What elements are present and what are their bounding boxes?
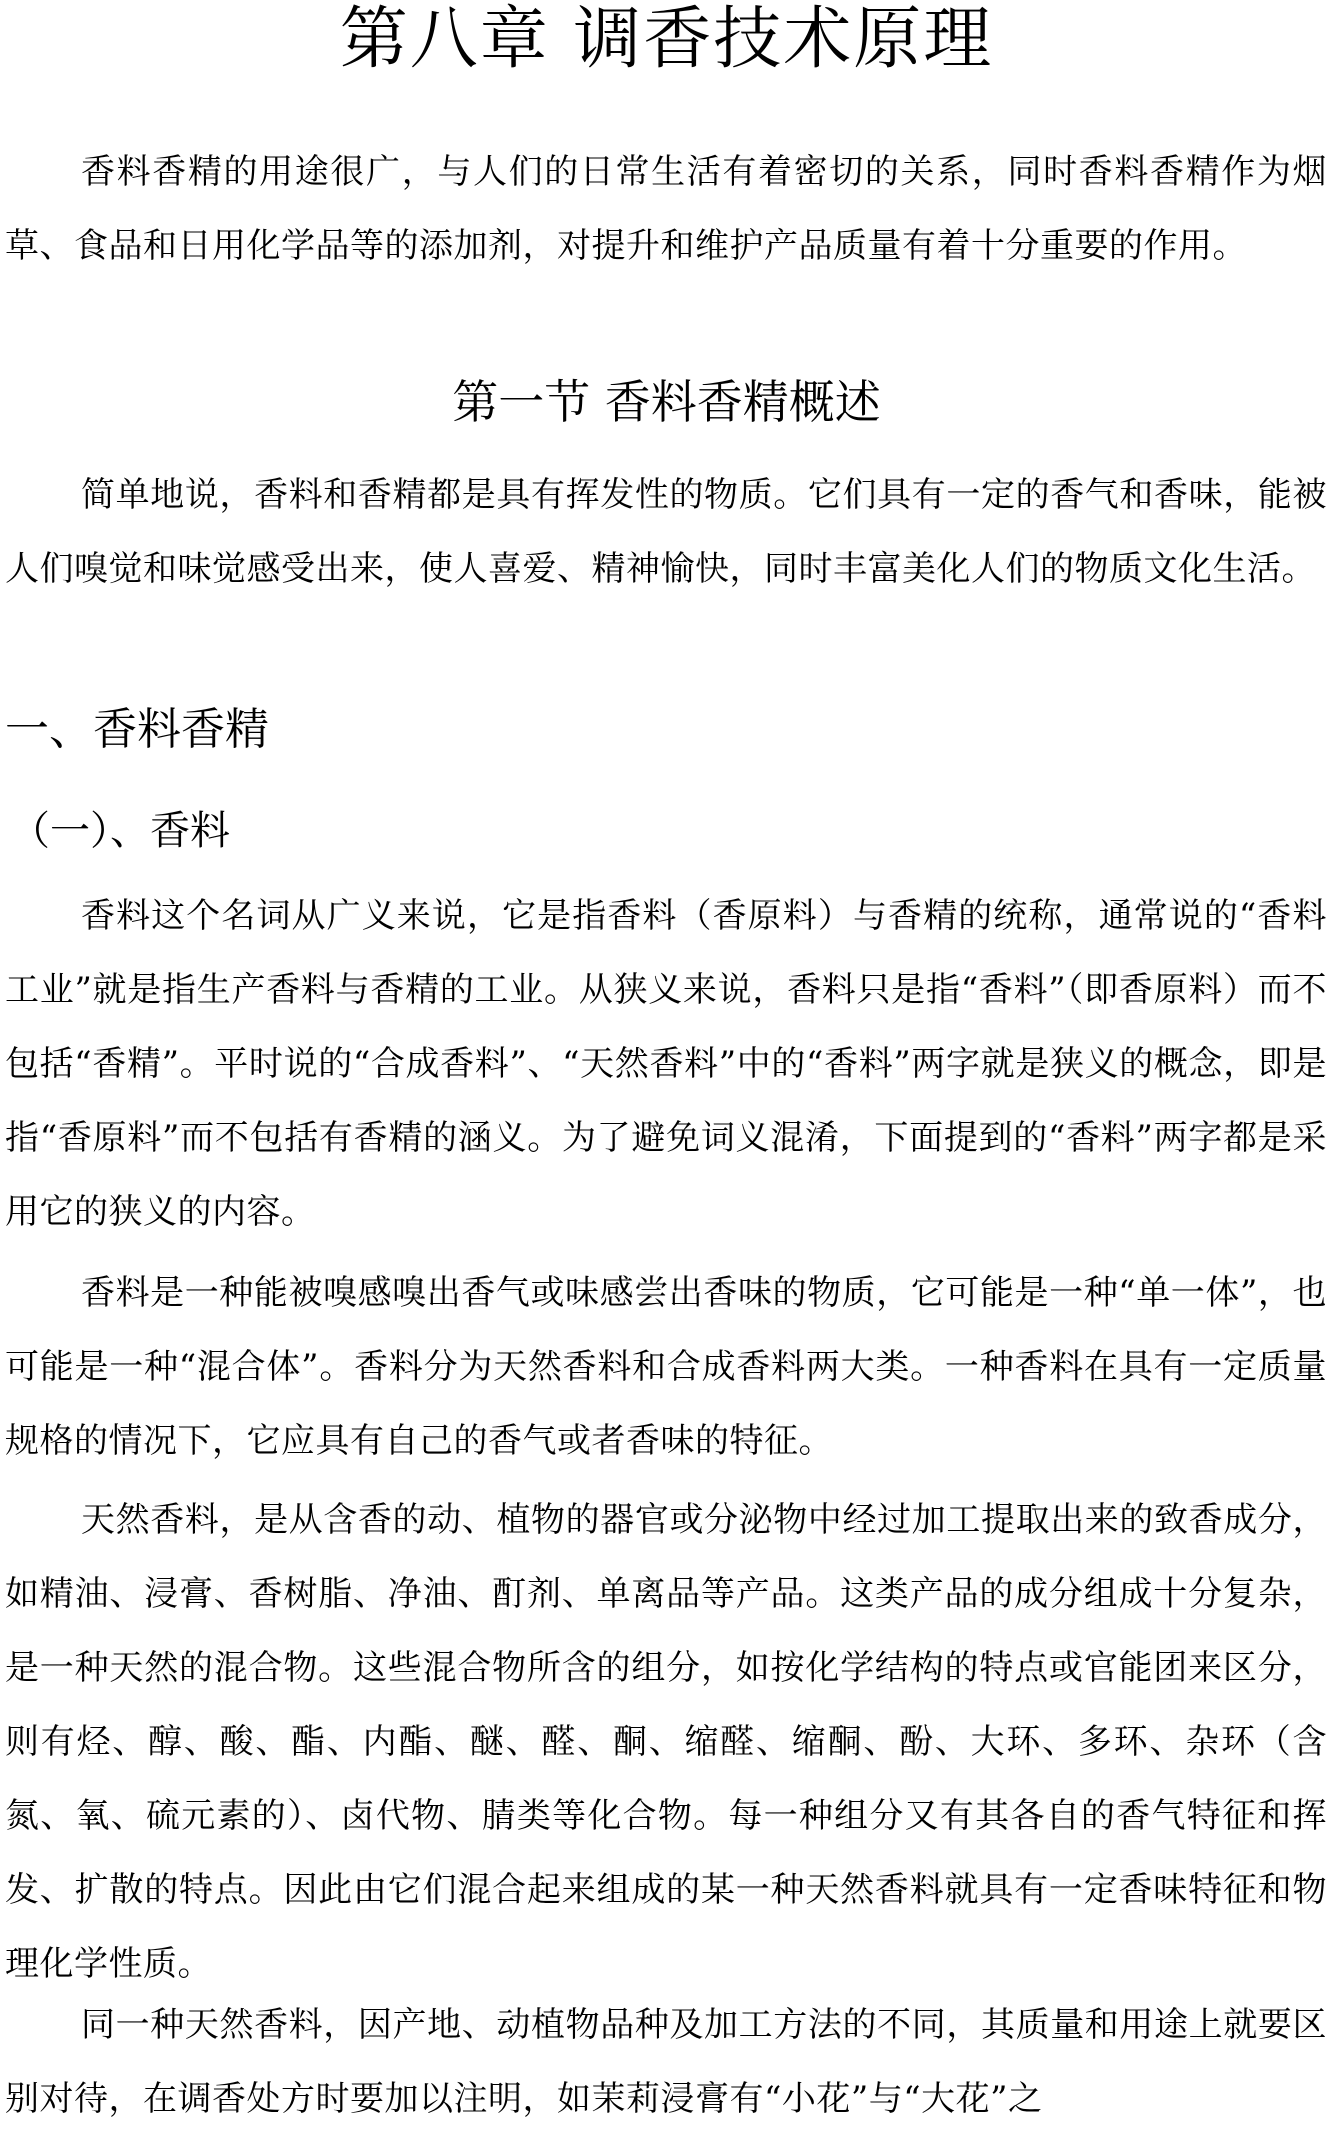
definition-paragraph: 香料这个名词从广义来说，它是指香料（香原料）与香精的统称，通常说的“香料工业”就是指生产香料与香精的工业。从狭义来说，香料只是指“香料”（即香原料）而不包括“香精”。平时说的“合成香料”、“天然香料”中的“香料”两字就是狭义的概念，即是指“香原料”而不包括有香精的涵义。为了避免词义混淆，下面提到的“香料”两字都是采用它的狭义的内容。 [5,896,1327,1232]
same-source-paragraph: 同一种天然香料，因产地、动植物品种及加工方法的不同，其质量和用途上就要区别对待，在调香处方时要加以注明，如茉莉浸膏有“小花”与“大花”之 [5,2005,1327,2119]
single-mixture-paragraph: 香料是一种能被嗅感嗅出香气或味感尝出香味的物质，它可能是一种“单一体”，也可能是一种“混合体”。香料分为天然香料和合成香料两大类。一种香料在具有一定质量规格的情况下，它应具有自己的香气或者香味的特征。 [5,1273,1327,1461]
chapter-title: 第八章 调香技术原理 [339,0,994,79]
natural-perfume-paragraph: 天然香料，是从含香的动、植物的器官或分泌物中经过加工提取出来的致香成分，如精油、浸膏、香树脂、净油、酊剂、单离品等产品。这类产品的成分组成十分复杂，是一种天然的混合物。这些混合物所含的组分，如按化学结构的特点或官能团来区分，则有烃、醇、酸、酯、内酯、醚、醛、酮、缩醛、缩酮、酚、大环、多环、杂环（含氮、氧、硫元素的）、卤代物、腈类等化合物。每一种组分又有其各自的香气特征和挥发、扩散的特点。因此由它们混合起来组成的某一种天然香料就具有一定香味特征和物理化学性质。 [5,1500,1327,1984]
overview-paragraph: 简单地说，香料和香精都是具有挥发性的物质。它们具有一定的香气和香味，能被人们嗅觉和味觉感受出来，使人喜爱、精神愉快，同时丰富美化人们的物质文化生活。 [5,475,1327,589]
heading-level-2: （一）、香料 [10,808,230,854]
heading-level-1: 一、香料香精 [5,704,269,755]
section-title: 第一节 香料香精概述 [452,375,881,429]
intro-paragraph: 香料香精的用途很广，与人们的日常生活有着密切的关系，同时香料香精作为烟草、食品和日用化学品等的添加剂，对提升和维护产品质量有着十分重要的作用。 [5,152,1327,266]
